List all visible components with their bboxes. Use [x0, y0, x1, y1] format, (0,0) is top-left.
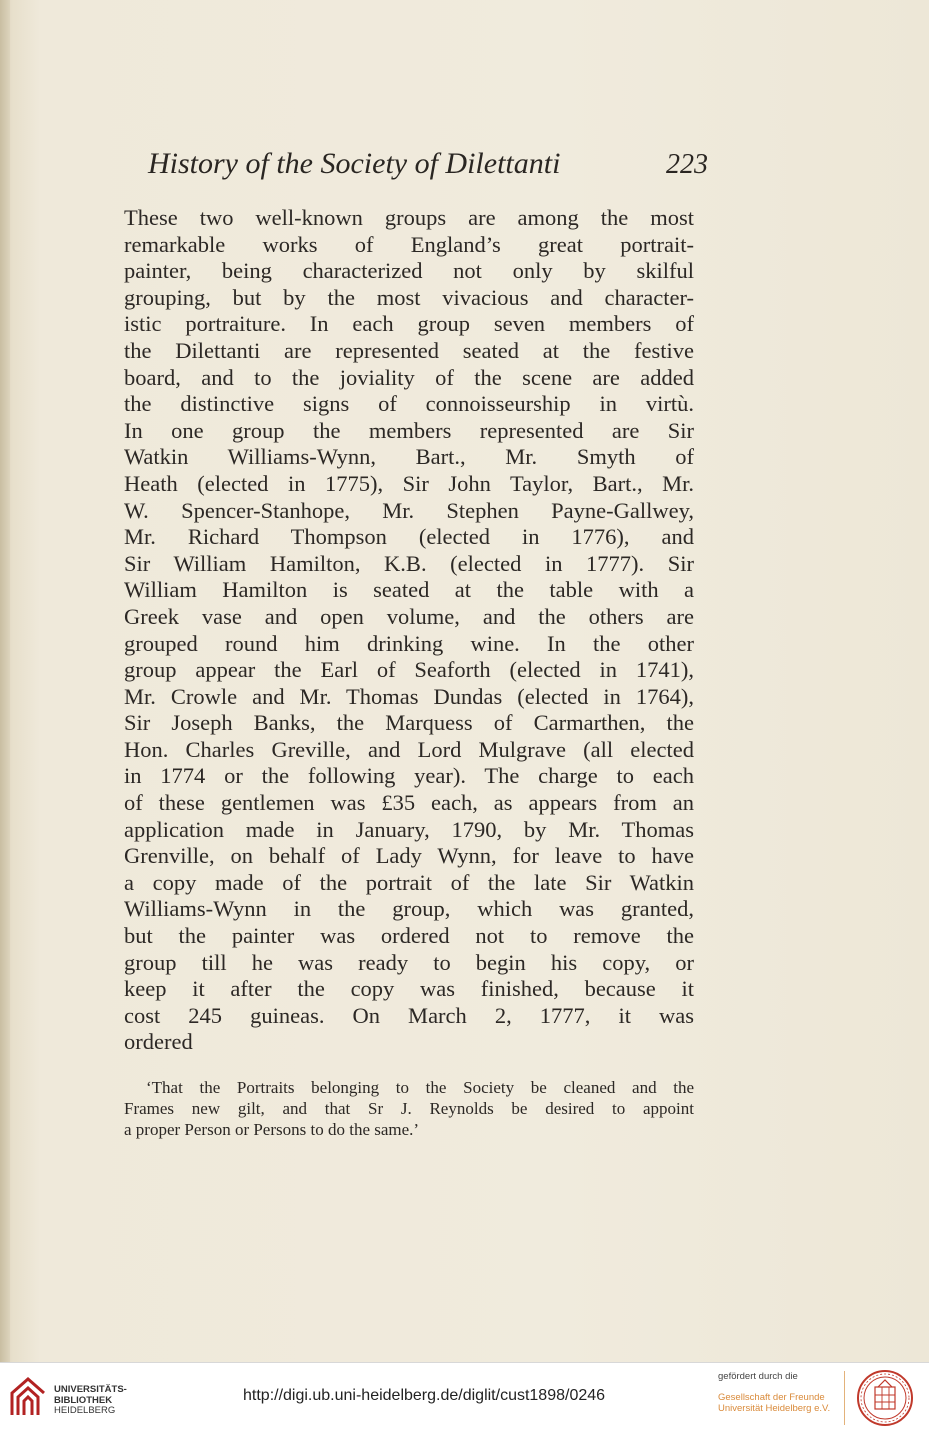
body-line: Greek vase and open volume, and the others are [124, 603, 694, 629]
body-line: Heath (elected in 1775), Sir John Taylor, Bart., Mr. [124, 470, 694, 496]
footer-divider [844, 1371, 845, 1425]
body-line: but the painter was ordered not to remove the [124, 923, 694, 949]
society-name-line: Gesellschaft der Freunde [718, 1392, 825, 1403]
body-line: cost 245 guineas. On March 2, 1777, it was [124, 1002, 694, 1028]
body-line: of these gentlemen was £35 each, as appears from an [124, 790, 694, 816]
university-seal-icon [856, 1369, 914, 1427]
body-line: Watkin Williams-Wynn, Bart., Mr. Smyth of [124, 444, 694, 470]
body-text [124, 205, 694, 1056]
body-line: istic portraiture. In each group seven members of [124, 311, 694, 337]
body-line: Sir Joseph Banks, the Marquess of Carmarthen, the [124, 710, 694, 736]
body-line: Grenville, on behalf of Lady Wynn, for leave to have [124, 843, 694, 869]
body-line: Hon. Charles Greville, and Lord Mulgrave (all elected [124, 736, 694, 762]
running-head [148, 147, 708, 187]
quote-line: ‘That the Portraits belonging to the Society be cleaned and the [146, 1078, 694, 1097]
viewer-footer [0, 1362, 929, 1432]
funding-credit [718, 1371, 838, 1414]
body-line: board, and to the joviality of the scene are added [124, 364, 694, 390]
body-line: Williams-Wynn in the group, which was granted, [124, 896, 694, 922]
body-line: Sir William Hamilton, K.B. (elected in 1777). Sir [124, 550, 694, 576]
body-line: group appear the Earl of Seaforth (elected in 1741), [124, 657, 694, 683]
body-line: remarkable works of England’s great portrait- [124, 231, 694, 257]
page-number: 223 [666, 149, 708, 180]
page-spine-shadow [0, 0, 10, 1362]
quoted-resolution [124, 1077, 694, 1140]
permalink-url[interactable]: http://digi.ub.uni-heidelberg.de/diglit/cust1898/0246 [243, 1387, 606, 1404]
body-line: the Dilettanti are represented seated at the festive [124, 337, 694, 363]
body-line: a copy made of the portrait of the late Sir Watkin [124, 869, 694, 895]
body-line: grouping, but by the most vivacious and character- [124, 284, 694, 310]
body-line: Mr. Crowle and Mr. Thomas Dundas (elected in 1764), [124, 683, 694, 709]
body-line: in 1774 or the following year). The charge to each [124, 763, 694, 789]
body-line: William Hamilton is seated at the table with a [124, 577, 694, 603]
library-logo-icon [8, 1375, 48, 1419]
body-line: grouped round him drinking wine. In the other [124, 630, 694, 656]
funded-by-label: gefördert durch die [718, 1371, 798, 1382]
body-line: ordered [124, 1029, 193, 1055]
body-line: application made in January, 1790, by Mr. Thomas [124, 816, 694, 842]
body-line: painter, being characterized not only by skilful [124, 258, 694, 284]
body-line: group till he was ready to begin his copy, or [124, 949, 694, 975]
body-line: keep it after the copy was finished, because it [124, 976, 694, 1002]
body-line: W. Spencer-Stanhope, Mr. Stephen Payne-Gallwey, [124, 497, 694, 523]
library-name: UNIVERSITÄTS- BIBLIOTHEK HEIDELBERG [54, 1384, 127, 1416]
body-line: In one group the members represented are Sir [124, 417, 694, 443]
body-line: Mr. Richard Thompson (elected in 1776), and [124, 524, 694, 550]
society-name-line: Universität Heidelberg e.V. [718, 1403, 831, 1414]
body-line: These two well-known groups are among the most [124, 205, 694, 230]
quote-line: a proper Person or Persons to do the same.’ [124, 1120, 420, 1139]
body-line: the distinctive signs of connoisseurship in virtù. [124, 391, 694, 417]
running-title: History of the Society of Dilettanti [148, 147, 561, 180]
quote-line: Frames new gilt, and that Sr J. Reynolds be desired to appoint [124, 1099, 694, 1118]
